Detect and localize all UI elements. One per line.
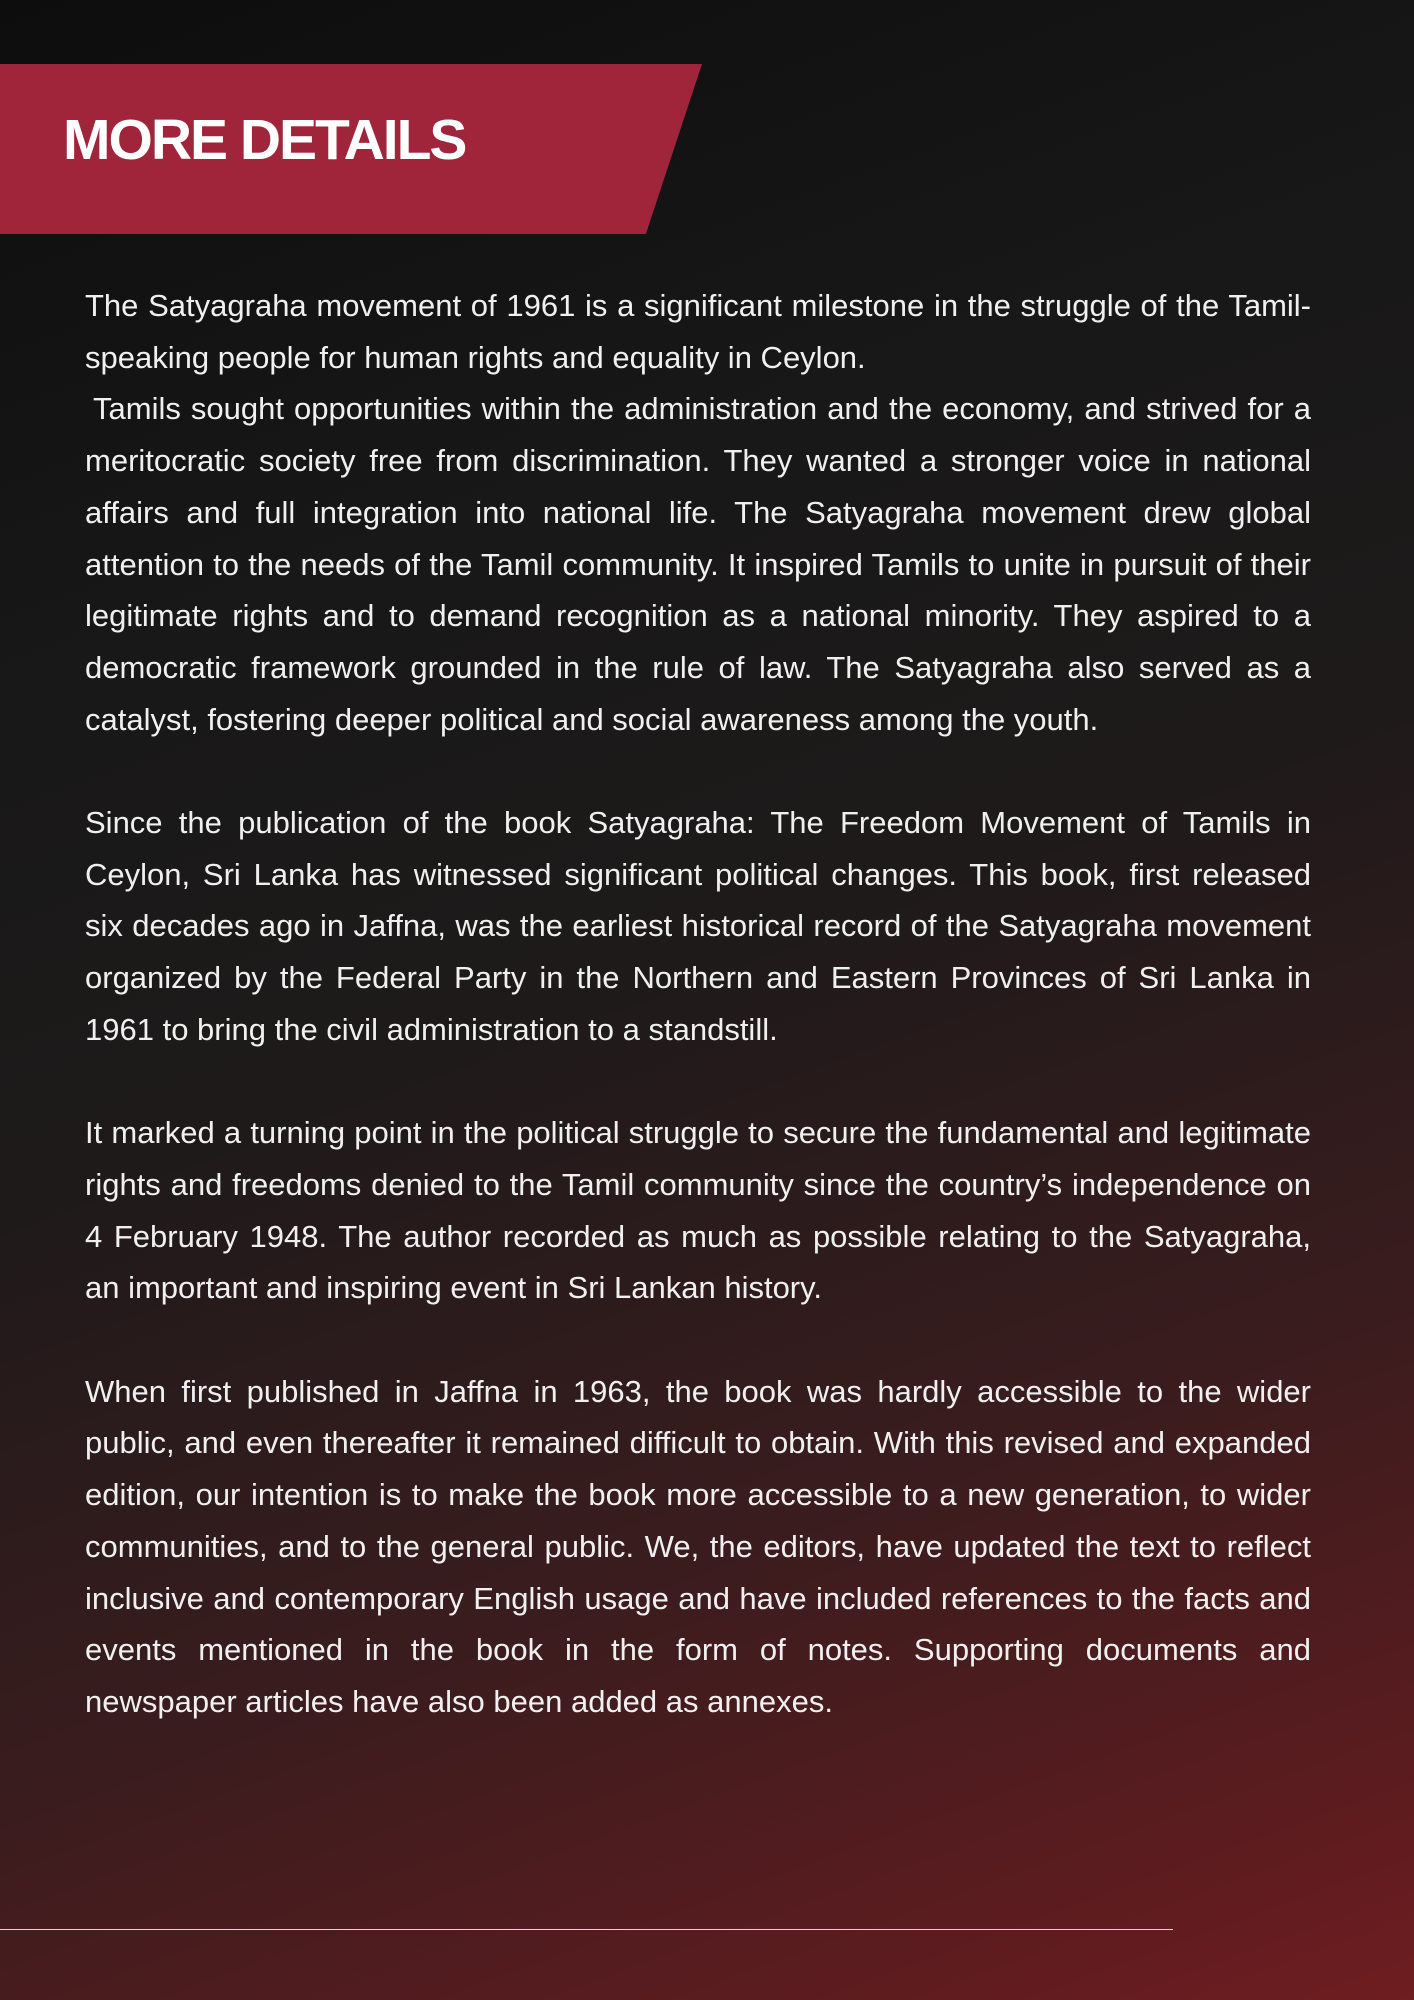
paragraph-turning-point: It marked a turning point in the political struggle to secure the fundamental and legitimate rights and freedoms denied to the Tamil community since the country’s independence on 4 February 1948. The author recorded as much as possible relating to the Satyagraha, an important and inspiring event in Sri Lankan history. <box>85 1115 1311 1306</box>
paragraph-revised-edition: When first published in Jaffna in 1963, the book was hardly accessible to the wider public, and even thereafter it remained difficult to obtain. With this revised and expanded edition, our intention is to make the book more accessible to a new generation, to wider communities, and to the general public. We, the editors, have updated the text to reflect inclusive and contemporary English usage and have included references to the facts and events mentioned in the book in the form of notes. Supporting documents and newspaper articles have also been added as annexes. <box>85 1373 1311 1719</box>
paragraph-publication: Since the publication of the book Satyagraha: The Freedom Movement of Tamils in Ceylon, Sri Lanka has witnessed significant political changes. This book, first released six decades ago in Jaffna, was the earliest historical record of the Satyagraha movement organized by the Federal Party in the Northern and Eastern Provinces of Sri Lanka in 1961 to bring the civil administration to a standstill. <box>85 805 1311 1047</box>
paragraph-intro: The Satyagraha movement of 1961 is a significant milestone in the struggle of the Tamil-speaking people for human rights and equality in Ceylon. <box>85 288 1311 375</box>
footer-divider <box>0 1929 1173 1930</box>
body-text <box>85 280 1311 1728</box>
page-title: MORE DETAILS <box>63 108 466 172</box>
paragraph-aspirations: Tamils sought opportunities within the administration and the economy, and strived for a meritocratic society free from discrimination. They wanted a stronger voice in national affairs and full integration into national life. The Satyagraha movement drew global attention to the needs of the Tamil community. It inspired Tamils to unite in pursuit of their legitimate rights and to demand recognition as a national minority. They aspired to a democratic framework grounded in the rule of law. The Satyagraha also served as a catalyst, fostering deeper political and social awareness among the youth. <box>85 391 1311 737</box>
